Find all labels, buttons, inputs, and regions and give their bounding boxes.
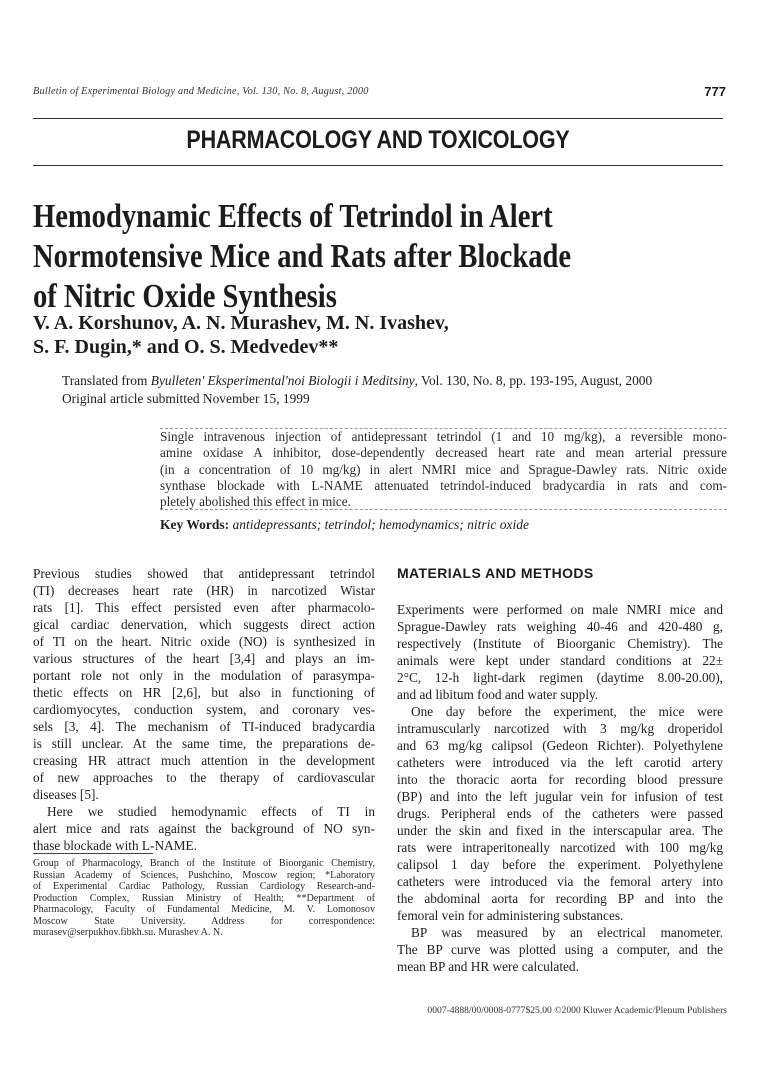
body-line: gical cardiac denervation, which suggests direct action xyxy=(33,617,375,632)
body-line: Sprague-Dawley rats weighing 40-46 and 420-480 g, xyxy=(397,619,723,634)
methods-heading: MATERIALS AND METHODS xyxy=(397,565,594,581)
author-list xyxy=(33,311,733,359)
body-line: catheters were introduced via the left carotid artery xyxy=(397,755,723,770)
abstract-line: (in a concentration of 10 mg/kg) in alert NMRI mice and Sprague-Dawley rats. Nitric oxide xyxy=(160,461,727,477)
body-line: mean BP and HR were calculated. xyxy=(397,959,579,974)
body-line: Here we studied hemodynamic effects of TI in xyxy=(47,804,375,819)
body-line: One day before the experiment, the mice were xyxy=(411,704,723,719)
body-line: creasing HR attract much attention in the development xyxy=(33,753,375,768)
top-rule xyxy=(33,118,723,119)
body-line: (TI) decreases heart rate (HR) in narcotized Wistar xyxy=(33,583,375,598)
body-line: and 63 mg/kg calipsol (Gedeon Richter). Polyethylene xyxy=(397,738,723,753)
footnote-line: Moscow State University. Address for correspondence: xyxy=(33,915,375,927)
footnote-line: Russian Academy of Sciences, Pushchino, Moscow region; *Laboratory xyxy=(33,869,375,881)
abstract-line: Single intravenous injection of antidepressant tetrindol (1 and 10 mg/kg), a reversible mono- xyxy=(160,429,727,444)
affiliation-footnote xyxy=(33,858,375,939)
body-line: respectively (Institute of Bioorganic Chemistry). The xyxy=(397,636,723,651)
source-journal: Byulleten' Eksperimental'noi Biologii i Meditsiny xyxy=(150,373,415,388)
body-line: rats [1]. This effect persisted even after pharmacolo- xyxy=(33,600,375,615)
keywords-label: Key Words: xyxy=(160,517,230,532)
body-line: alert mice and rats against the background of NO syn- xyxy=(33,821,375,836)
body-line: rats were intraperitoneally narcotized with 100 mg/kg xyxy=(397,840,723,855)
body-line: Previous studies showed that antidepressant tetrindol xyxy=(33,566,375,581)
footnote-rule xyxy=(33,853,153,854)
translation-source xyxy=(62,372,742,390)
footnote-line: Group of Pharmacology, Branch of the Institute of Bioorganic Chemistry, xyxy=(33,858,375,869)
body-line: the abdominal aorta for recording BP and into the xyxy=(397,891,723,906)
body-line: The BP curve was plotted using a computer, and the xyxy=(397,942,723,957)
body-line: drugs. Peripheral ends of the catheters were passed xyxy=(397,806,723,821)
body-line: of new approaches to the therapy of cardiovascular xyxy=(33,770,375,785)
abstract-line: synthase blockade with L-NAME attenuated tetrindol-induced bradycardia in rats and com- xyxy=(160,477,727,493)
body-line: cardiomyocytes, conduction system, and coronary ves- xyxy=(33,702,375,717)
author-line: V. A. Korshunov, A. N. Murashev, M. N. Ivashev, xyxy=(33,312,449,334)
body-line: diseases [5]. xyxy=(33,787,99,802)
body-line: (BP) and into the left jugular vein for infusion of test xyxy=(397,789,723,804)
footnote-line: Pharmacology, Faculty of Fundamental Medicine, M. V. Lomonosov xyxy=(33,904,375,915)
body-line: of TI on the heart. Nitric oxide (NO) is synthesized in xyxy=(33,634,375,649)
body-line: 2°C, 12-h light-dark regimen (daytime 8.00-20.00), xyxy=(397,670,723,685)
translation-prefix: Translated from xyxy=(62,373,151,388)
translation-note xyxy=(62,372,742,408)
abstract-line: pletely abolished this effect in mice. xyxy=(160,494,351,510)
author-line: S. F. Dugin,* and O. S. Medvedev** xyxy=(33,336,339,358)
body-line: catheters were introduced via the femoral artery into xyxy=(397,874,723,889)
footnote-line: of Experimental Cardiac Pathology, Russian Cardiology Research-and- xyxy=(33,881,375,892)
body-line: sels [3, 4]. The mechanism of TI-induced bradycardia xyxy=(33,719,375,734)
body-line: BP was measured by an electrical manometer. xyxy=(411,925,723,940)
running-head: Bulletin of Experimental Biology and Medicine, Vol. 130, No. 8, August, 2000 xyxy=(33,86,369,97)
body-line: calipsol 1 day before the experiment. Polyethylene xyxy=(397,857,723,872)
body-line: Experiments were performed on male NMRI mice and xyxy=(397,602,723,617)
methods-body xyxy=(397,601,723,975)
title-line: of Nitric Oxide Synthesis xyxy=(33,278,337,315)
body-line: portant role not only in the modulation of parasympa- xyxy=(33,668,375,683)
section-rule xyxy=(33,165,723,166)
body-line: is still unclear. At the same time, the preparations de- xyxy=(33,736,375,751)
keywords xyxy=(160,516,727,534)
body-line: and ad libitum food and water supply. xyxy=(397,687,599,702)
footnote-line: Production Complex, Russian Ministry of Health; **Department of xyxy=(33,892,375,904)
title-line: Normotensive Mice and Rats after Blockade xyxy=(33,238,572,275)
translation-suffix: , Vol. 130, No. 8, pp. 193-195, August, 2000 xyxy=(414,373,653,388)
copyright-line: 0007-4888/00/0008-0777$25.00 ©2000 Kluwer Academic/Plenum Publishers xyxy=(427,1005,727,1016)
body-line: under the skin and fixed in the interscapular area. The xyxy=(397,823,723,838)
body-line: various structures of the heart [3,4] and plays an im- xyxy=(33,651,375,666)
abstract xyxy=(160,429,727,510)
body-line: thetic effects on HR [2,6], but also in functioning of xyxy=(33,685,375,700)
body-line: thase blockade with L-NAME. xyxy=(33,838,197,853)
introduction xyxy=(33,565,375,854)
keywords-text: antidepressants; tetrindol; hemodynamics; nitric oxide xyxy=(232,517,529,532)
body-line: into the thoracic aorta for recording blood pressure xyxy=(397,772,723,787)
abstract-line: amine oxidase A inhibitor, dose-dependently decreased heart rate and mean arterial pressure xyxy=(160,445,727,461)
footnote-line: murasev@serpukhov.fibkh.su. Murashev A. N. xyxy=(33,927,223,938)
body-line: femoral vein for administering substances. xyxy=(397,908,624,923)
section-heading: PHARMACOLOGY AND TOXICOLOGY xyxy=(186,126,570,154)
body-line: animals were kept under standard conditions at 22± xyxy=(397,653,723,668)
submission-date: Original article submitted November 15, 1999 xyxy=(62,391,310,406)
body-line: intramuscularly narcotized with 3 mg/kg droperidol xyxy=(397,721,723,736)
page-number: 777 xyxy=(704,84,726,99)
abstract-bottom-rule xyxy=(160,509,727,510)
article-title xyxy=(33,197,621,317)
title-line: Hemodynamic Effects of Tetrindol in Alert xyxy=(33,198,553,235)
